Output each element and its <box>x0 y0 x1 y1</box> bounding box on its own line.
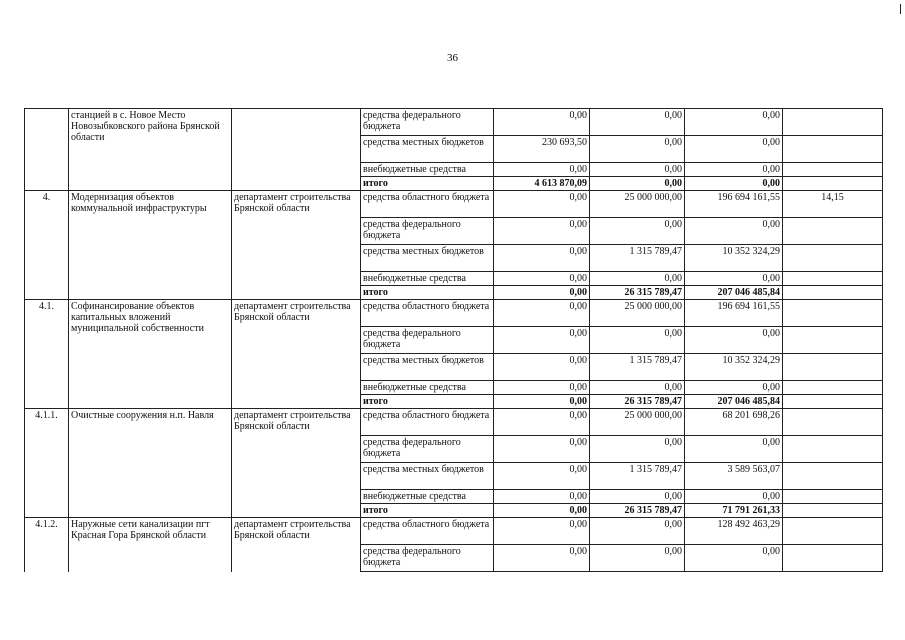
table-row <box>25 109 883 136</box>
funding-source-cell: средства федерального бюджета <box>361 218 494 245</box>
table-row <box>25 191 883 218</box>
scan-artifact-mark <box>900 4 901 14</box>
amount-cell-1: 0,00 <box>494 286 590 300</box>
amount-cell-1: 0,00 <box>494 381 590 395</box>
indicator-cell <box>783 409 883 436</box>
amount-cell-2: 0,00 <box>590 272 685 286</box>
indicator-cell <box>783 136 883 163</box>
funding-source-cell: средства федерального бюджета <box>361 327 494 354</box>
amount-cell-3: 0,00 <box>685 327 783 354</box>
amount-cell-3: 10 352 324,29 <box>685 354 783 381</box>
amount-cell-1: 230 693,50 <box>494 136 590 163</box>
funding-source-cell: внебюджетные средства <box>361 163 494 177</box>
amount-cell-1: 0,00 <box>494 518 590 545</box>
amount-cell-2: 25 000 000,00 <box>590 300 685 327</box>
funding-source-cell: итого <box>361 395 494 409</box>
funding-source-cell: средства местных бюджетов <box>361 463 494 490</box>
table-row <box>25 518 883 545</box>
amount-cell-2: 0,00 <box>590 177 685 191</box>
amount-cell-2: 26 315 789,47 <box>590 286 685 300</box>
amount-cell-3: 3 589 563,07 <box>685 463 783 490</box>
item-code-cell <box>25 109 69 191</box>
amount-cell-1: 0,00 <box>494 191 590 218</box>
funding-source-cell: средства областного бюджета <box>361 191 494 218</box>
amount-cell-3: 68 201 698,26 <box>685 409 783 436</box>
indicator-cell <box>783 109 883 136</box>
indicator-cell <box>783 381 883 395</box>
funding-source-cell: внебюджетные средства <box>361 490 494 504</box>
item-code-cell: 4.1.1. <box>25 409 69 518</box>
funding-source-cell: итого <box>361 177 494 191</box>
amount-cell-3: 128 492 463,29 <box>685 518 783 545</box>
amount-cell-2: 1 315 789,47 <box>590 354 685 381</box>
amount-cell-1: 0,00 <box>494 354 590 381</box>
amount-cell-3: 71 791 261,33 <box>685 504 783 518</box>
amount-cell-1: 0,00 <box>494 218 590 245</box>
indicator-cell <box>783 245 883 272</box>
amount-cell-1: 0,00 <box>494 409 590 436</box>
amount-cell-2: 0,00 <box>590 381 685 395</box>
indicator-cell <box>783 300 883 327</box>
amount-cell-3: 0,00 <box>685 272 783 286</box>
funding-source-cell: внебюджетные средства <box>361 381 494 395</box>
amount-cell-2: 0,00 <box>590 545 685 572</box>
amount-cell-2: 25 000 000,00 <box>590 191 685 218</box>
funding-source-cell: средства местных бюджетов <box>361 245 494 272</box>
amount-cell-1: 0,00 <box>494 436 590 463</box>
table-row <box>25 409 883 436</box>
amount-cell-2: 0,00 <box>590 109 685 136</box>
indicator-cell <box>783 490 883 504</box>
amount-cell-3: 0,00 <box>685 218 783 245</box>
funding-source-cell: итого <box>361 504 494 518</box>
amount-cell-3: 0,00 <box>685 545 783 572</box>
amount-cell-1: 0,00 <box>494 395 590 409</box>
amount-cell-2: 0,00 <box>590 436 685 463</box>
amount-cell-2: 0,00 <box>590 518 685 545</box>
funding-source-cell: итого <box>361 286 494 300</box>
amount-cell-2: 0,00 <box>590 490 685 504</box>
indicator-cell <box>783 518 883 545</box>
item-name-cell: Модернизация объектов коммунальной инфраструктуры <box>69 191 232 300</box>
indicator-cell <box>783 327 883 354</box>
amount-cell-3: 10 352 324,29 <box>685 245 783 272</box>
amount-cell-3: 207 046 485,84 <box>685 395 783 409</box>
amount-cell-2: 25 000 000,00 <box>590 409 685 436</box>
executor-cell: департамент строительства Брянской области <box>232 191 361 300</box>
amount-cell-3: 0,00 <box>685 109 783 136</box>
amount-cell-1: 0,00 <box>494 490 590 504</box>
item-name-cell: Софинансирование объектов капитальных вложений муниципальной собственности <box>69 300 232 409</box>
amount-cell-2: 0,00 <box>590 218 685 245</box>
indicator-cell <box>783 436 883 463</box>
amount-cell-3: 0,00 <box>685 136 783 163</box>
amount-cell-1: 0,00 <box>494 245 590 272</box>
amount-cell-1: 0,00 <box>494 545 590 572</box>
amount-cell-1: 0,00 <box>494 163 590 177</box>
amount-cell-3: 196 694 161,55 <box>685 191 783 218</box>
amount-cell-1: 0,00 <box>494 504 590 518</box>
item-code-cell: 4.1.2. <box>25 518 69 572</box>
executor-cell: департамент строительства Брянской области <box>232 300 361 409</box>
amount-cell-3: 196 694 161,55 <box>685 300 783 327</box>
indicator-cell <box>783 545 883 572</box>
item-name-cell: Очистные сооружения н.п. Навля <box>69 409 232 518</box>
indicator-cell <box>783 177 883 191</box>
amount-cell-1: 0,00 <box>494 463 590 490</box>
amount-cell-3: 0,00 <box>685 381 783 395</box>
amount-cell-1: 0,00 <box>494 109 590 136</box>
amount-cell-3: 207 046 485,84 <box>685 286 783 300</box>
table-row <box>25 300 883 327</box>
indicator-cell <box>783 395 883 409</box>
amount-cell-3: 0,00 <box>685 163 783 177</box>
amount-cell-2: 1 315 789,47 <box>590 245 685 272</box>
item-code-cell: 4. <box>25 191 69 300</box>
amount-cell-3: 0,00 <box>685 177 783 191</box>
amount-cell-2: 1 315 789,47 <box>590 463 685 490</box>
executor-cell: департамент строительства Брянской области <box>232 409 361 518</box>
budget-table <box>24 108 883 572</box>
indicator-cell <box>783 218 883 245</box>
funding-source-cell: средства областного бюджета <box>361 518 494 545</box>
indicator-cell <box>783 163 883 177</box>
funding-source-cell: средства федерального бюджета <box>361 545 494 572</box>
indicator-cell: 14,15 <box>783 191 883 218</box>
amount-cell-2: 26 315 789,47 <box>590 504 685 518</box>
indicator-cell <box>783 286 883 300</box>
indicator-cell <box>783 504 883 518</box>
funding-source-cell: средства федерального бюджета <box>361 436 494 463</box>
item-code-cell: 4.1. <box>25 300 69 409</box>
amount-cell-2: 0,00 <box>590 327 685 354</box>
amount-cell-1: 0,00 <box>494 272 590 286</box>
indicator-cell <box>783 272 883 286</box>
amount-cell-2: 26 315 789,47 <box>590 395 685 409</box>
page-number: 36 <box>447 52 458 64</box>
indicator-cell <box>783 354 883 381</box>
amount-cell-3: 0,00 <box>685 490 783 504</box>
amount-cell-2: 0,00 <box>590 163 685 177</box>
item-name-cell: Наружные сети канализации пгт Красная Гора Брянской области <box>69 518 232 572</box>
executor-cell <box>232 109 361 191</box>
amount-cell-1: 0,00 <box>494 327 590 354</box>
funding-source-cell: средства местных бюджетов <box>361 354 494 381</box>
amount-cell-3: 0,00 <box>685 436 783 463</box>
funding-source-cell: средства федерального бюджета <box>361 109 494 136</box>
funding-source-cell: средства местных бюджетов <box>361 136 494 163</box>
item-name-cell: станцией в с. Новое Место Новозыбковского района Брянской области <box>69 109 232 191</box>
amount-cell-1: 4 613 870,09 <box>494 177 590 191</box>
funding-source-cell: средства областного бюджета <box>361 300 494 327</box>
amount-cell-2: 0,00 <box>590 136 685 163</box>
amount-cell-1: 0,00 <box>494 300 590 327</box>
executor-cell: департамент строительства Брянской области <box>232 518 361 572</box>
funding-source-cell: внебюджетные средства <box>361 272 494 286</box>
funding-source-cell: средства областного бюджета <box>361 409 494 436</box>
indicator-cell <box>783 463 883 490</box>
